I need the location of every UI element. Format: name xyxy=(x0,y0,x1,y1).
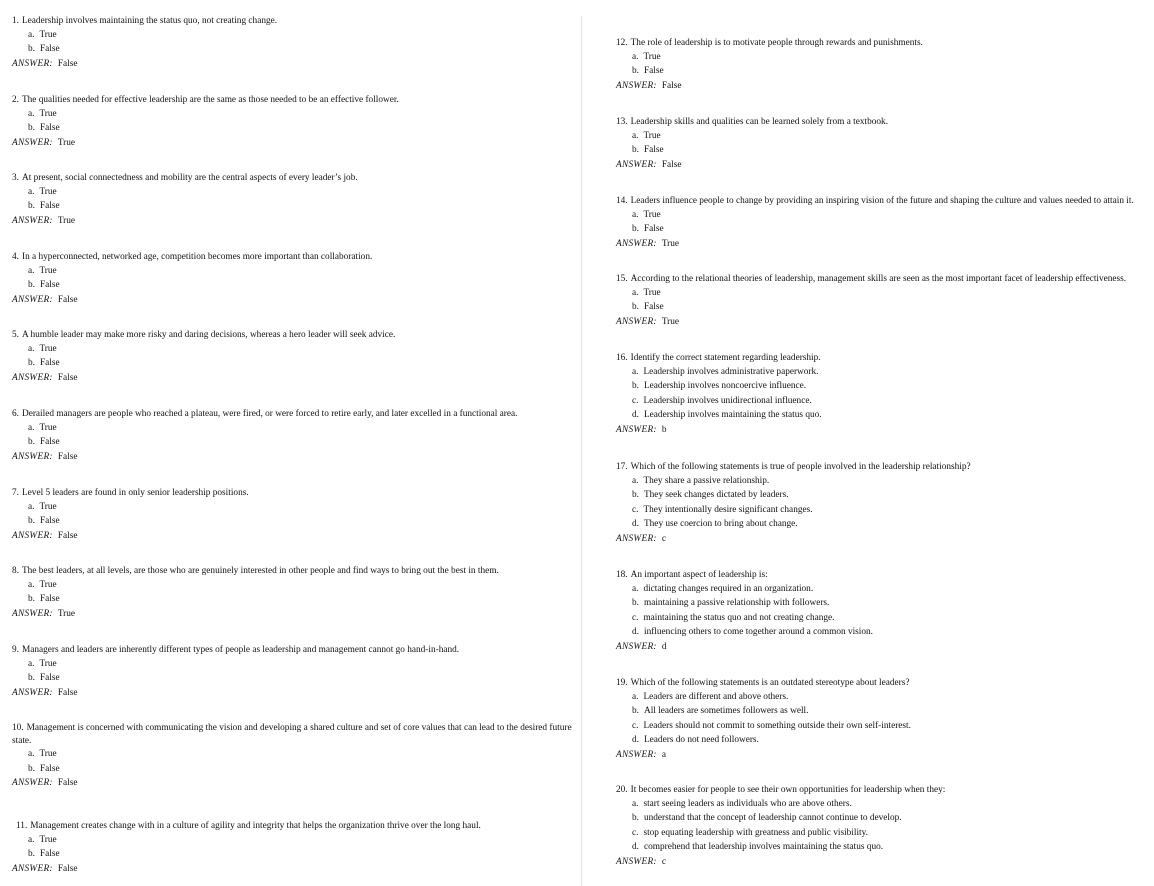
question-text: It becomes easier for people to see their own opportunities for leadership when they: xyxy=(630,785,946,795)
question-text: Management is concerned with communicating the vision and developing a shared culture and set of core values that can lead to the desired future state. xyxy=(12,723,572,746)
question-number: 1. xyxy=(12,16,19,26)
answer-label: ANSWER: xyxy=(616,316,657,327)
question-7 xyxy=(12,487,572,543)
answer-option xyxy=(632,733,1151,748)
option-letter: a. xyxy=(28,29,35,40)
question-16 xyxy=(616,352,1151,437)
option-letter: b. xyxy=(28,437,35,448)
option-letter: b. xyxy=(28,280,35,291)
option-text: True xyxy=(39,749,57,759)
question-stem xyxy=(12,722,572,747)
question-11 xyxy=(12,820,572,876)
option-letter: a. xyxy=(28,186,35,197)
option-text: True xyxy=(39,501,57,512)
answer-option xyxy=(632,596,1151,611)
answer-line xyxy=(616,316,1151,329)
option-letter: a. xyxy=(28,422,35,433)
question-13 xyxy=(616,116,1151,172)
question-text: The qualities needed for effective leadership are the same as those needed to be an effective follower. xyxy=(21,95,399,105)
answer-line xyxy=(12,608,572,621)
option-text: True xyxy=(39,658,57,669)
answer-option xyxy=(28,185,572,200)
option-letter: b. xyxy=(28,673,35,684)
option-letter: b. xyxy=(28,201,35,212)
question-20 xyxy=(616,784,1151,869)
answer-value: False xyxy=(57,778,78,789)
option-text: stop equating leadership with greatness and public visibility. xyxy=(643,827,868,838)
answer-label: ANSWER: xyxy=(12,451,53,462)
question-number: 3. xyxy=(12,173,19,183)
answer-option xyxy=(632,222,1151,237)
answer-option xyxy=(28,435,572,450)
answer-label: ANSWER: xyxy=(616,159,657,170)
option-text: They use coercion to bring about change. xyxy=(643,519,798,530)
answer-option xyxy=(632,811,1151,826)
option-text: True xyxy=(643,130,661,141)
answer-value: True xyxy=(57,137,76,148)
question-text: Which of the following statements is an outdated stereotype about leaders? xyxy=(630,678,910,688)
answer-label: ANSWER: xyxy=(12,530,53,541)
answer-value: False xyxy=(57,294,78,305)
question-17 xyxy=(616,461,1151,546)
answer-value: c xyxy=(661,856,666,867)
question-number: 12. xyxy=(616,38,628,48)
option-text: They seek changes dictated by leaders. xyxy=(643,490,789,501)
answer-line xyxy=(616,856,1151,869)
option-letter: b. xyxy=(28,44,35,55)
answer-option xyxy=(632,690,1151,705)
question-text: Identify the correct statement regarding leadership. xyxy=(630,353,821,363)
question-text: Derailed managers are people who reached a plateau, were fired, or were forced to retire early, and later excelled in a functional area. xyxy=(21,409,518,419)
question-number: 9. xyxy=(12,645,19,655)
option-text: False xyxy=(39,280,60,291)
question-number: 10. xyxy=(12,723,24,733)
answer-option xyxy=(28,847,572,862)
option-letter: b. xyxy=(28,763,35,774)
option-text: They share a passive relationship. xyxy=(643,475,770,486)
question-text: Level 5 leaders are found in only senior leadership positions. xyxy=(21,488,249,498)
option-letter: a. xyxy=(28,108,35,119)
option-text: True xyxy=(643,209,661,220)
option-text: Leadership involves noncoercive influence. xyxy=(643,381,807,392)
option-letter: d. xyxy=(632,519,639,530)
answer-option xyxy=(28,578,572,593)
answer-option xyxy=(28,421,572,436)
answer-line xyxy=(616,238,1151,251)
option-text: True xyxy=(39,186,57,197)
option-text: Leadership involves maintaining the status quo. xyxy=(643,410,822,421)
question-5 xyxy=(12,329,572,385)
option-text: understand that the concept of leadership cannot continue to develop. xyxy=(643,813,902,824)
question-stem xyxy=(12,644,572,657)
answer-value: False xyxy=(57,372,78,383)
answer-option xyxy=(632,840,1151,855)
answer-value: b xyxy=(661,424,667,435)
option-letter: c. xyxy=(632,395,639,406)
question-number: 6. xyxy=(12,409,19,419)
option-letter: c. xyxy=(632,827,639,838)
question-number: 16. xyxy=(616,353,628,363)
option-letter: a. xyxy=(632,366,639,377)
option-letter: b. xyxy=(632,145,639,156)
answer-option xyxy=(28,42,572,57)
option-text: False xyxy=(39,44,60,55)
answer-label: ANSWER: xyxy=(12,372,53,383)
answer-value: True xyxy=(661,238,680,249)
question-text: An important aspect of leadership is: xyxy=(630,570,768,580)
question-number: 15. xyxy=(616,274,628,284)
answer-option xyxy=(632,826,1151,841)
option-text: True xyxy=(39,579,57,590)
answer-value: True xyxy=(661,316,680,327)
question-number: 19. xyxy=(616,678,628,688)
question-stem xyxy=(616,195,1151,208)
answer-value: False xyxy=(661,80,682,91)
question-18 xyxy=(616,569,1151,654)
answer-label: ANSWER: xyxy=(12,294,53,305)
answer-option xyxy=(28,833,572,848)
question-stem xyxy=(16,820,572,833)
question-8 xyxy=(12,565,572,621)
answer-option xyxy=(632,625,1151,640)
option-text: True xyxy=(39,834,57,845)
question-stem xyxy=(616,784,1151,797)
option-letter: d. xyxy=(632,627,639,638)
option-text: maintaining a passive relationship with followers. xyxy=(643,598,830,609)
question-stem xyxy=(616,569,1151,582)
question-text: Leadership involves maintaining the status quo, not creating change. xyxy=(21,16,278,26)
answer-value: True xyxy=(57,608,76,619)
option-letter: b. xyxy=(632,706,639,717)
question-14 xyxy=(616,195,1151,251)
question-text: The role of leadership is to motivate people through rewards and punishments. xyxy=(630,38,923,48)
answer-option xyxy=(28,762,572,777)
option-letter: a. xyxy=(632,691,639,702)
question-number: 18. xyxy=(616,570,628,580)
option-text: False xyxy=(39,763,60,774)
option-text: comprehend that leadership involves maintaining the status quo. xyxy=(643,842,884,853)
answer-label: ANSWER: xyxy=(616,533,657,544)
answer-line xyxy=(616,533,1151,546)
option-letter: a. xyxy=(632,209,639,220)
option-letter: a. xyxy=(28,579,35,590)
question-number: 8. xyxy=(12,566,19,576)
option-letter: d. xyxy=(632,735,639,746)
option-letter: a. xyxy=(28,658,35,669)
answer-option xyxy=(28,657,572,672)
question-number: 17. xyxy=(616,462,628,472)
question-number: 5. xyxy=(12,330,19,340)
answer-line xyxy=(616,749,1151,762)
question-text: Management creates change with in a culture of agility and integrity that helps the organization thrive over the long haul. xyxy=(30,821,481,831)
option-letter: a. xyxy=(28,749,35,759)
answer-option xyxy=(632,611,1151,626)
question-stem xyxy=(616,677,1151,690)
answer-option xyxy=(632,50,1151,65)
option-text: True xyxy=(643,51,661,62)
option-text: False xyxy=(39,849,60,860)
answer-line xyxy=(12,863,572,876)
question-stem xyxy=(12,94,572,107)
option-letter: d. xyxy=(632,410,639,421)
option-letter: b. xyxy=(632,224,639,235)
question-stem xyxy=(12,329,572,342)
option-text: False xyxy=(643,224,664,235)
option-letter: a. xyxy=(632,130,639,141)
option-text: False xyxy=(39,594,60,605)
option-letter: a. xyxy=(632,51,639,62)
option-letter: a. xyxy=(28,265,35,276)
question-number: 7. xyxy=(12,488,19,498)
option-letter: a. xyxy=(28,501,35,512)
answer-label: ANSWER: xyxy=(616,641,657,652)
answer-option xyxy=(28,121,572,136)
answer-line xyxy=(12,530,572,543)
question-stem xyxy=(12,487,572,500)
option-text: True xyxy=(643,287,661,298)
option-text: False xyxy=(39,201,60,212)
answer-option xyxy=(632,797,1151,812)
answer-value: False xyxy=(57,451,78,462)
question-15 xyxy=(616,273,1151,329)
answer-line xyxy=(12,451,572,464)
answer-line xyxy=(12,372,572,385)
option-letter: b. xyxy=(28,123,35,134)
answer-option xyxy=(28,592,572,607)
question-stem xyxy=(12,15,572,28)
option-text: Leaders are different and above others. xyxy=(643,691,789,702)
option-text: False xyxy=(643,145,664,156)
option-letter: b. xyxy=(28,358,35,369)
question-text: Leadership skills and qualities can be learned solely from a textbook. xyxy=(630,117,889,127)
option-letter: a. xyxy=(632,798,639,809)
option-text: Leadership involves administrative paperwork. xyxy=(643,366,819,377)
answer-value: c xyxy=(661,533,666,544)
answer-option xyxy=(632,704,1151,719)
question-text: Leaders influence people to change by providing an inspiring vision of the future and shaping the culture and values needed to attain it. xyxy=(630,196,1134,206)
option-text: True xyxy=(39,265,57,276)
option-text: False xyxy=(643,302,664,313)
option-text: Leaders do not need followers. xyxy=(643,735,759,746)
question-text: A humble leader may make more risky and daring decisions, whereas a hero leader will seek advice. xyxy=(21,330,396,340)
option-letter: b. xyxy=(632,598,639,609)
question-number: 20. xyxy=(616,785,628,795)
option-text: Leadership involves unidirectional influence. xyxy=(643,395,812,406)
answer-value: True xyxy=(57,215,76,226)
answer-line xyxy=(12,215,572,228)
answer-option xyxy=(28,107,572,122)
answer-option xyxy=(632,143,1151,158)
option-text: True xyxy=(39,108,57,119)
question-text: Managers and leaders are inherently different types of people as leadership and management cannot go hand-in-hand. xyxy=(21,645,460,655)
answer-line xyxy=(616,641,1151,654)
question-stem xyxy=(12,172,572,185)
answer-value: False xyxy=(661,159,682,170)
answer-label: ANSWER: xyxy=(12,58,53,69)
question-stem xyxy=(616,37,1151,50)
option-letter: b. xyxy=(28,594,35,605)
option-text: maintaining the status quo and not creating change. xyxy=(643,612,835,623)
option-text: False xyxy=(39,516,60,527)
question-10 xyxy=(12,722,572,790)
question-text: In a hyperconnected, networked age, competition becomes more important than collaboration. xyxy=(21,252,373,262)
answer-line xyxy=(12,294,572,307)
answer-label: ANSWER: xyxy=(12,778,53,789)
option-text: All leaders are sometimes followers as well. xyxy=(643,706,809,717)
answer-option xyxy=(28,278,572,293)
answer-option xyxy=(632,488,1151,503)
answer-option xyxy=(28,28,572,43)
answer-line xyxy=(12,777,572,790)
answer-option xyxy=(632,582,1151,597)
option-text: True xyxy=(39,343,57,354)
question-text: Which of the following statements is true of people involved in the leadership relationship? xyxy=(630,462,971,472)
option-text: False xyxy=(39,437,60,448)
option-letter: a. xyxy=(632,287,639,298)
option-letter: c. xyxy=(632,504,639,515)
answer-line xyxy=(12,58,572,71)
question-text: According to the relational theories of leadership, management skills are seen as the most important facet of leadership effectiveness. xyxy=(630,274,1127,284)
answer-option xyxy=(28,264,572,279)
option-letter: a. xyxy=(28,834,35,845)
answer-line xyxy=(616,80,1151,93)
answer-line xyxy=(12,687,572,700)
question-number: 2. xyxy=(12,95,19,105)
column-divider xyxy=(581,16,582,886)
answer-option xyxy=(632,208,1151,223)
option-text: influencing others to come together around a common vision. xyxy=(643,627,873,638)
option-text: False xyxy=(39,358,60,369)
question-number: 14. xyxy=(616,196,628,206)
question-number: 11. xyxy=(16,821,28,831)
answer-option xyxy=(28,356,572,371)
option-letter: b. xyxy=(632,302,639,313)
option-text: True xyxy=(39,422,57,433)
option-letter: d. xyxy=(632,842,639,853)
option-letter: b. xyxy=(632,66,639,77)
question-number: 13. xyxy=(616,117,628,127)
answer-option xyxy=(632,64,1151,79)
answer-option xyxy=(632,129,1151,144)
answer-option xyxy=(28,747,572,762)
option-text: dictating changes required in an organization. xyxy=(643,583,814,594)
answer-value: False xyxy=(57,58,78,69)
question-6 xyxy=(12,408,572,464)
question-stem xyxy=(616,116,1151,129)
option-letter: b. xyxy=(28,849,35,860)
option-text: Leaders should not commit to something outside their own self-interest. xyxy=(643,720,911,731)
answer-label: ANSWER: xyxy=(12,863,53,874)
question-3 xyxy=(12,172,572,228)
option-letter: b. xyxy=(632,381,639,392)
answer-option xyxy=(632,474,1151,489)
answer-label: ANSWER: xyxy=(616,856,657,867)
question-number: 4. xyxy=(12,252,19,262)
answer-value: a xyxy=(661,749,666,760)
answer-line xyxy=(12,137,572,150)
answer-option xyxy=(632,300,1151,315)
option-letter: a. xyxy=(28,343,35,354)
option-letter: a. xyxy=(632,475,639,486)
answer-option xyxy=(28,342,572,357)
answer-label: ANSWER: xyxy=(616,80,657,91)
question-stem xyxy=(12,251,572,264)
answer-value: False xyxy=(57,863,78,874)
answer-label: ANSWER: xyxy=(12,215,53,226)
answer-option xyxy=(28,514,572,529)
question-stem xyxy=(616,273,1151,286)
option-text: False xyxy=(39,123,60,134)
answer-line xyxy=(616,159,1151,172)
answer-line xyxy=(616,424,1151,437)
answer-value: False xyxy=(57,530,78,541)
question-text: At present, social connectedness and mobility are the central aspects of every leader’s job. xyxy=(21,173,358,183)
answer-option xyxy=(28,500,572,515)
option-letter: c. xyxy=(632,720,639,731)
answer-option xyxy=(632,517,1151,532)
answer-option xyxy=(632,365,1151,380)
answer-label: ANSWER: xyxy=(616,749,657,760)
option-text: False xyxy=(39,673,60,684)
answer-label: ANSWER: xyxy=(616,424,657,435)
option-letter: a. xyxy=(632,583,639,594)
answer-option xyxy=(28,671,572,686)
answer-option xyxy=(632,286,1151,301)
answer-label: ANSWER: xyxy=(12,137,53,148)
option-text: True xyxy=(39,29,57,40)
option-text: start seeing leaders as individuals who are above others. xyxy=(643,798,852,809)
answer-option xyxy=(632,408,1151,423)
answer-option xyxy=(632,379,1151,394)
question-9 xyxy=(12,644,572,700)
answer-value: False xyxy=(57,687,78,698)
answer-option xyxy=(632,503,1151,518)
question-text: The best leaders, at all levels, are those who are genuinely interested in other people and find ways to bring out the best in them. xyxy=(21,566,499,576)
answer-value: d xyxy=(661,641,667,652)
option-text: They intentionally desire significant changes. xyxy=(643,504,813,515)
answer-label: ANSWER: xyxy=(12,687,53,698)
option-letter: b. xyxy=(632,490,639,501)
question-12 xyxy=(616,37,1151,93)
question-1 xyxy=(12,15,572,71)
question-2 xyxy=(12,94,572,150)
question-4 xyxy=(12,251,572,307)
answer-option xyxy=(28,199,572,214)
answer-label: ANSWER: xyxy=(616,238,657,249)
option-text: False xyxy=(643,66,664,77)
question-stem xyxy=(12,408,572,421)
answer-option xyxy=(632,394,1151,409)
answer-option xyxy=(632,719,1151,734)
question-stem xyxy=(616,352,1151,365)
answer-label: ANSWER: xyxy=(12,608,53,619)
option-letter: b. xyxy=(28,516,35,527)
question-stem xyxy=(12,565,572,578)
question-stem xyxy=(616,461,1151,474)
question-19 xyxy=(616,677,1151,762)
option-letter: c. xyxy=(632,612,639,623)
option-letter: b. xyxy=(632,813,639,824)
